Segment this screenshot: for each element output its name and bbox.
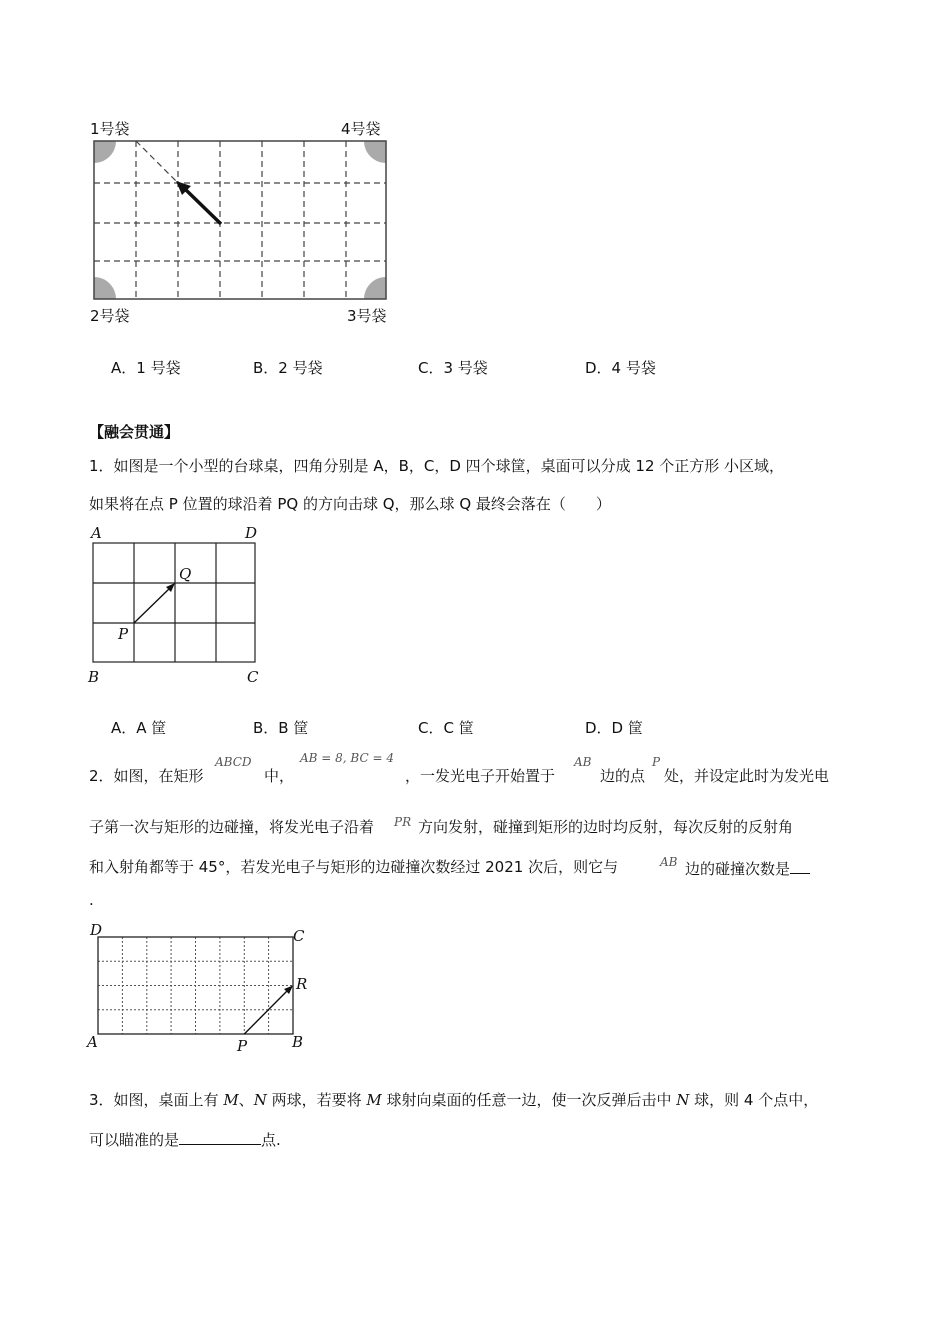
q0-option-b: B．2 号袋 [253, 359, 323, 377]
q2-math-p: P [652, 755, 661, 769]
q1-option-a: A．A 筐 [111, 719, 167, 737]
q3-ball-n: N [253, 1091, 267, 1109]
q1-option-c: C．C 筐 [418, 719, 474, 737]
q3-text-3: 两球，若要将 [266, 1091, 367, 1109]
q3-ball-m: M [223, 1091, 239, 1109]
q1-table-figure [93, 543, 256, 663]
q1-label-a: A [91, 524, 102, 542]
q3-answer-blank[interactable] [179, 1128, 261, 1145]
section-title: 【融会贯通】 [89, 423, 180, 441]
bag-2-label: 2号袋 [90, 307, 130, 325]
q2-math-ab: AB [574, 755, 592, 769]
q2-text-4: 边的点 [600, 767, 646, 785]
q2-label-b: B [292, 1033, 304, 1051]
q3-text-2: 、 [238, 1091, 254, 1109]
q2-label-d: D [90, 921, 103, 939]
q0-option-c: C．3 号袋 [418, 359, 488, 377]
q0-option-a: A．1 号袋 [111, 359, 181, 377]
q1-line-1: 1．如图是一个小型的台球桌，四角分别是 A，B，C，D 四个球筐，桌面可以分成 12 个正方形 小区域， [89, 457, 785, 475]
q2-label-r: R [296, 975, 308, 993]
q1-label-c: C [247, 668, 259, 686]
q2-math-ab-2: AB [660, 855, 678, 869]
q2-math-pr: PR [394, 815, 412, 829]
bag-1-label: 1号袋 [90, 120, 130, 138]
q3-text-6: 可以瞄准的是 [89, 1131, 180, 1149]
pocket-4 [364, 141, 386, 163]
bag-3-label: 3号袋 [347, 307, 387, 325]
q2-period: . [89, 891, 94, 909]
q0-option-d: D．4 号袋 [585, 359, 656, 377]
q2-label-p: P [237, 1037, 248, 1055]
pocket-1 [94, 141, 116, 163]
q3-ball-m-2: M [366, 1091, 382, 1109]
q1-line-2: 如果将在点 P 位置的球沿着 PQ 的方向击球 Q，那么球 Q 最终会落在（ ） [89, 495, 611, 513]
q2-pr-arrow [244, 989, 289, 1034]
q2-line-3a: 和入射角都等于 45°，若发光电子与矩形的边碰撞次数经过 2021 次后，则它与 [89, 858, 619, 876]
q2-text-2: 中， [264, 767, 295, 785]
q2-text-5: 处，并设定此时为发光电 [664, 767, 830, 785]
q1-label-d: D [245, 524, 258, 542]
pool-table-figure [94, 141, 386, 299]
q1-label-b: B [88, 668, 100, 686]
q2-line-2b: 方向发射，碰撞到矩形的边时均反射，每次反射的反射角 [418, 818, 794, 836]
q2-text-1: 2．如图，在矩形 [89, 767, 204, 785]
q3-text-5: 球，则 4 个点中， [689, 1091, 819, 1109]
q1-pq-arrow [134, 587, 171, 623]
q1-option-d: D．D 筐 [585, 719, 643, 737]
q1-label-q: Q [179, 565, 192, 583]
q2-answer-blank[interactable] [790, 857, 810, 874]
q2-text-3: ，一发光电子开始置于 [405, 767, 556, 785]
bag-4-label: 4号袋 [341, 120, 381, 138]
q3-line-1 [89, 1090, 818, 1110]
q2-line-3b [685, 857, 810, 879]
q3-text-1: 3．如图，桌面上有 [89, 1091, 224, 1109]
q2-label-c: C [293, 927, 305, 945]
pocket-3 [364, 277, 386, 299]
q2-rectangle-figure [98, 937, 293, 1034]
shot-arrow [186, 190, 221, 224]
q2-line-3b-text: 边的碰撞次数是 [685, 860, 791, 878]
q2-label-a: A [87, 1033, 98, 1051]
q3-text-7: 点. [261, 1131, 281, 1149]
q2-line-2a: 子第一次与矩形的边碰撞，将发光电子沿着 [89, 818, 375, 836]
pocket-2 [94, 277, 116, 299]
q1-label-p: P [118, 625, 129, 643]
q1-option-b: B．B 筐 [253, 719, 309, 737]
q3-ball-n-2: N [676, 1091, 690, 1109]
q2-math-abcd: ABCD [215, 755, 252, 769]
q3-line-2 [89, 1128, 281, 1150]
q3-text-4: 球射向桌面的任意一边，使一次反弹后击中 [381, 1091, 677, 1109]
q2-math-sides: AB = 8, BC = 4 [300, 751, 394, 765]
